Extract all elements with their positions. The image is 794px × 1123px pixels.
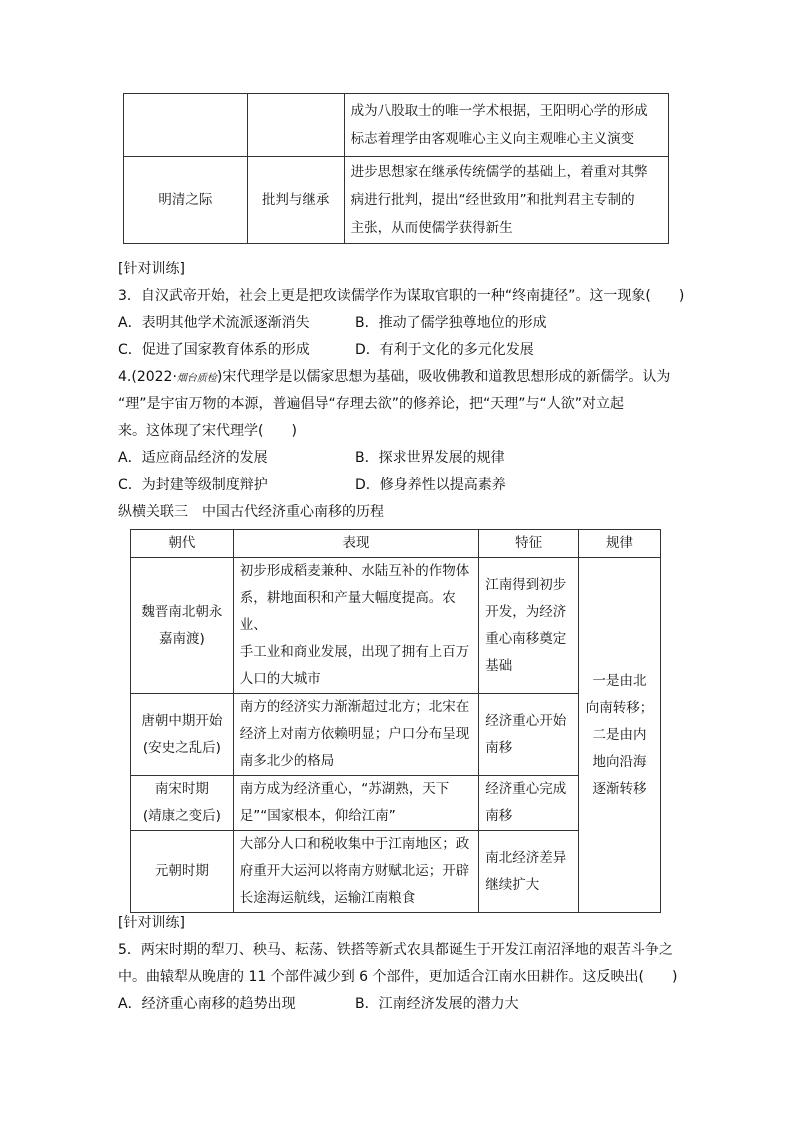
q5-option-b: B．江南经济发展的潜力大 [355,996,519,1012]
q4-option-a: A．适应商品经济的发展 [118,450,268,466]
thought-table [123,93,669,244]
cell-line: 南北经济差异 [485,849,567,866]
table-cell [247,94,344,157]
feature-cell [479,831,579,913]
cell-line: 手工业和商业发展，出现了拥有上百万 [239,644,470,660]
period-cell: 明清之际 [124,157,248,244]
section-title: 纵横关联三 中国古代经济重心南移的历程 [118,504,384,520]
cell-line: 经济重心完成 [485,781,567,797]
question-4-stem-line2: “理”是宇宙万物的本源，普遍倡导“存理去欲”的修养论，把“天理”与“人欲”对立起 [118,396,625,412]
cell-line: 重心南移奠定 [485,630,567,647]
q5-option-a: A．经济重心南移的趋势出现 [118,996,296,1012]
table-row [124,94,669,157]
cell-line: 长途海运航线，运输江南粮食 [239,890,416,906]
cell-line: 基础 [485,657,513,674]
dynasty-cell [131,558,234,694]
q3-option-c: C．促进了国家教育体系的形成 [118,342,310,358]
cell-line: (靖康之变后) [142,808,221,824]
cell-line: 人口的大城市 [239,671,321,687]
cell-line: 标志着理学由客观唯心主义向主观唯心主义演变 [350,131,635,147]
cell-line: 成为八股取士的唯一学术根据，王阳明心学的形成 [350,103,648,119]
q4-stem-rest: )宋代理学是以儒家思想为基础，吸收佛教和道教思想形成的新儒学。认为 [216,369,671,385]
q4-option-c: C．为封建等级制度辩护 [118,477,268,493]
cell-line: 元朝时期 [154,863,209,879]
cell-line: 主张，从而使儒学获得新生 [350,220,513,236]
cell-line: 一是由北 [592,672,647,689]
cell-line: 南宋时期 [154,781,209,797]
cell-line: 系，耕地面积和产量大幅度提高。农业、 [239,590,456,633]
header-feature: 特征 [479,530,579,558]
cell-line: 魏晋南北朝永 [141,603,223,620]
rule-cell [579,558,661,913]
cell-line: 病进行批判，提出“经世致用”和批判君主专制的 [350,192,635,208]
performance-cell [233,558,478,694]
q4-number: 4.(2022· [118,369,177,385]
table-cell [344,94,668,157]
cell-line: 二是由内 [592,726,647,743]
q3-option-b: B．推动了儒学独尊地位的形成 [355,315,547,331]
cell-line: 继续扩大 [485,876,540,893]
question-4-stem-line1 [118,367,670,389]
question-5-stem-line1: 5．两宋时期的犁刀、秧马、耘荡、铁搭等新式农具都诞生于开发江南沼泽地的艰苦斗争之 [118,942,673,958]
stage-cell: 批判与继承 [247,157,344,244]
economy-table [130,529,661,913]
cell-line: 足”“国家根本，仰给江南” [239,808,396,824]
q3-option-d: D．有利于文化的多元化发展 [355,342,534,358]
cell-line: 地向沿海 [592,753,647,770]
feature-cell [479,694,579,776]
table-cell [124,94,248,157]
cell-line: 经济重心开始 [485,712,567,729]
performance-cell [233,776,478,831]
cell-line: 经济上对南方依赖明显；户口分布呈现 [239,726,470,742]
cell-line: 大部分人口和税收集中于江南地区；政 [239,836,470,852]
table-row [124,157,669,244]
q4-option-d: D．修身养性以提高素养 [355,477,506,493]
q3-option-a: A．表明其他学术流派逐渐消失 [118,315,310,331]
cell-line: 南方的经济实力渐渐超过北方；北宋在 [239,699,470,715]
header-rule: 规律 [579,530,661,558]
feature-cell [479,558,579,694]
cell-line: 南移 [485,808,513,824]
question-3-stem: 3．自汉武帝开始，社会上更是把攻读儒学作为谋取官职的一种“终南捷径”。这一现象( ) [118,288,685,304]
table-header-row [131,530,661,558]
cell-line: 府重开大运河以将南方财赋北运；开辟 [239,863,470,879]
cell-line: 进步思想家在继承传统儒学的基础上，着重对其弊 [350,164,648,180]
cell-line: 唐朝中期开始 [141,712,223,729]
table-cell [344,157,668,244]
table-row [131,558,661,694]
question-5-stem-line2: 中。曲辕犁从晚唐的 11 个部件减少到 6 个部件，更加适合江南水田耕作。这反映出( ) [118,969,678,985]
training-heading: [针对训练] [118,915,185,931]
cell-line: 初步形成稻麦兼种、水陆互补的作物体 [239,563,470,579]
cell-line: 南方成为经济重心，“苏湖熟，天下 [239,781,450,797]
q4-option-b: B．探求世界发展的规律 [355,450,505,466]
cell-line: 江南得到初步 [485,576,567,593]
header-dynasty: 朝代 [131,530,234,558]
cell-line: 向南转移； [585,699,654,716]
cell-line: 南多北少的格局 [239,753,335,769]
cell-line: 嘉南渡) [159,630,205,647]
question-4-stem-line3: 来。这体现了宋代理学( ) [118,423,297,439]
cell-line: (安史之乱后) [142,739,221,756]
header-performance: 表现 [233,530,478,558]
dynasty-cell [131,694,234,776]
q4-source: 烟台质检 [176,373,217,384]
performance-cell [233,831,478,913]
performance-cell [233,694,478,776]
cell-line: 开发，为经济 [485,603,567,620]
cell-line: 南移 [485,739,513,756]
training-heading: [针对训练] [118,261,185,277]
feature-cell [479,776,579,831]
dynasty-cell [131,831,234,913]
cell-line: 逐渐转移 [592,780,647,797]
dynasty-cell [131,776,234,831]
